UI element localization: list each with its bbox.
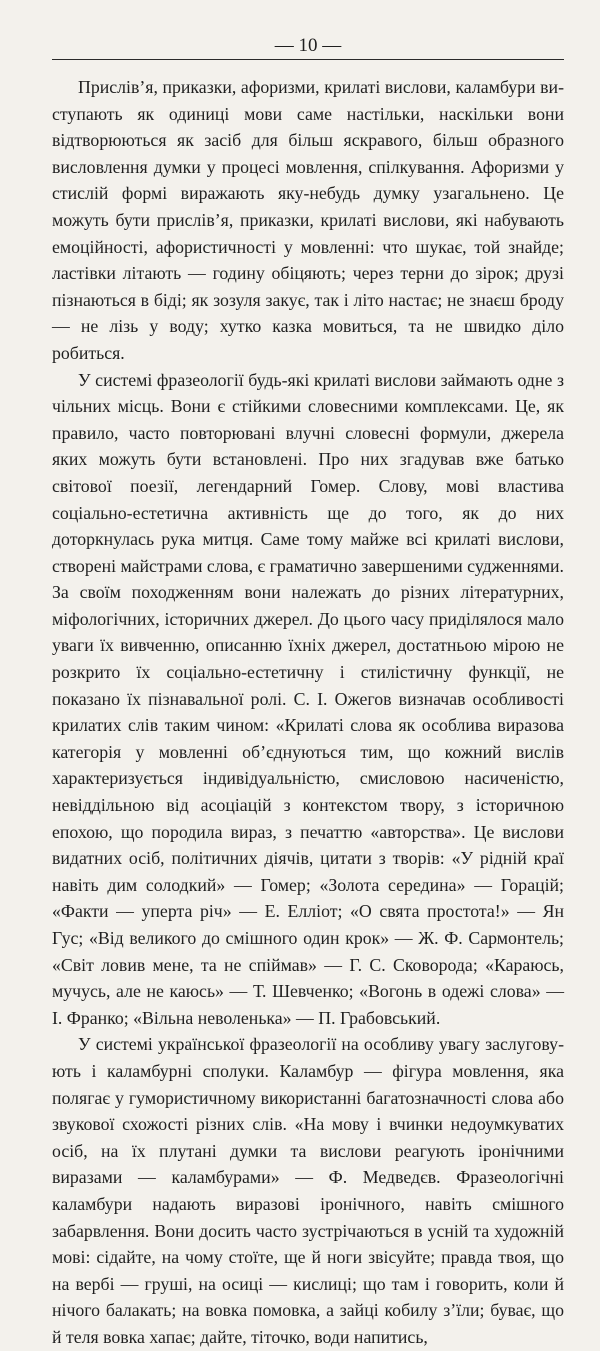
paragraph-2: У системі фразеології будь-які крилаті вислови займають одне з чільних місць. Вони є стійкими словесними комплексами. Це, як правило, часто повторювані влучні словесні формули, джерела яких можуть бути встановлені. Про них згадував вже батько світової поезії, легендарний Гомер. Слову, мові властива соціально-естетична активність ще до того, як до них доторкнулась рука митця. Саме тому майже всі крилаті вислови, створені майстрами слова, є граматично завершеними судженнями. За своїм походженням вони належать до різних літературних, міфологічних, історичних джерел. До цього часу приділялося мало уваги їх вивченню, описанню їхніх джерел, достатньою мірою не розкрито їх соціально-естетичну і стилістичну функції, не показано їх пізнавальної ролі. С. І. Ожегов визначав особливості крилатих слів таким чином: «Крилаті слова як особлива виразова категорія у мовленні об’єднуються тим, що кожний вислів характеризується індивідуальністю, смисловою насиченістю, невіддільною від асоціацій з контекстом твору, з історичною епохою, що породила вираз, з печаттю «авторства». Це вислови видатних осіб, політичних діячів, цитати з творів: «У рідній краї навіть дим солодкий» — Гомер; «Золота середина» — Горацій; «Факти — уперта річ» — Е. Елліот; «О свята простота!» — Ян Гус; «Від великого до смішного один крок» — Ж. Ф. Сармонтель; «Світ ловив мене, та не спіймав» — Г. С. Сковорода; «Караюсь, мучусь, але не каюсь» — Т. Шевченко; «Вогонь в одежі слова» — І. Франко; «Вільна неволенька» — П. Грабовський.: [52, 369, 564, 1028]
body-text: [52, 74, 564, 1351]
page-number: — 10 —: [274, 35, 342, 56]
header-rule: [52, 59, 564, 60]
paragraph-1: Прислів’я, приказки, афоризми, крилаті вислови, каламбури виступають як одиниці мови саме настільки, наскільки вони відтворюються як засіб для більш яскравого, більш образного висловлення думки у процесі мовлення, спілкування. Афоризми у стислій формі виражають яку-небудь думку узагальнено. Це можуть бути прислів’я, приказки, крилаті вислови, які набувають емоційності, афористичності у мовленні: что шукає, той знайде; ластівки літають — годину обіцяють; через терни до зірок; друзі пізнаються в біді; як зозуля закує, так і літо настає; не знаєш броду — не лізь у воду; хутко казка мовиться, та не швидко діло робиться.: [52, 77, 564, 363]
paragraph-3: У системі української фразеології на особливу увагу заслуговують і каламбурні сполуки. Каламбур — фігура мовлення, яка полягає у гумористичному використанні багатозначності слова або звукової схожості різних слів. «На мову і вчинки недоумкуватих осіб, на їх плутані думки та вислови реагують іронічними виразами — каламбурами» — Ф. Медведєв. Фразеологічні каламбури надають виразові іронічного, навіть смішного забарвлення. Вони досить часто зустрічаються в усній та художній мові: сідайте, на чому стоїте, ще й ноги звісуйте; правда твоя, що на вербі — груші, на осиці — кислиці; що там і говорить, коли й нічого балакать; на вовка помовка, а зайці кобилу з’їли; буває, що й теля вовка хапає; дайте, тіточко, води напитись,: [52, 1034, 564, 1347]
